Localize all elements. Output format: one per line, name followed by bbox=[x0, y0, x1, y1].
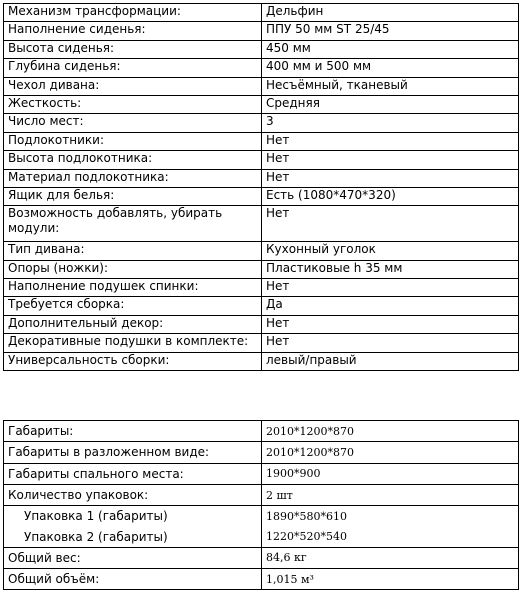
table-row bbox=[4, 547, 519, 568]
spec-label: Наполнение подушек спинки: bbox=[4, 279, 262, 297]
spec-value: Несъёмный, тканевый bbox=[262, 77, 519, 95]
specifications-table bbox=[3, 3, 519, 371]
spec-label: Подлокотники: bbox=[4, 132, 262, 150]
table-row bbox=[4, 506, 519, 527]
spec-value: Нет bbox=[262, 132, 519, 150]
dimension-label: Общий объём: bbox=[4, 569, 262, 590]
table-row bbox=[4, 442, 519, 463]
table-row bbox=[4, 206, 519, 242]
table-row bbox=[4, 187, 519, 205]
spec-value: Нет bbox=[262, 315, 519, 333]
dimension-label: Габариты спального места: bbox=[4, 463, 262, 484]
spec-value: 450 мм bbox=[262, 40, 519, 58]
dimension-label: Упаковка 2 (габариты) bbox=[4, 526, 262, 547]
table-row bbox=[4, 169, 519, 187]
table-row bbox=[4, 242, 519, 260]
table-row bbox=[4, 59, 519, 77]
table-row bbox=[4, 334, 519, 352]
dimension-value: 2010*1200*870 bbox=[262, 442, 519, 463]
spec-label: Жесткость: bbox=[4, 95, 262, 113]
table-row bbox=[4, 297, 519, 315]
dimension-value: 84,6 кг bbox=[262, 547, 519, 568]
dimension-value: 1890*580*610 bbox=[262, 506, 519, 527]
dimension-value: 2010*1200*870 bbox=[262, 421, 519, 442]
dimension-value: 2 шт bbox=[262, 484, 519, 505]
table-row bbox=[4, 151, 519, 169]
spec-label: Универсальность сборки: bbox=[4, 352, 262, 370]
spec-label: Декоративные подушки в комплекте: bbox=[4, 334, 262, 352]
table-row bbox=[4, 4, 519, 22]
table-row bbox=[4, 95, 519, 113]
table-row bbox=[4, 260, 519, 278]
table-row bbox=[4, 77, 519, 95]
spec-label: Чехол дивана: bbox=[4, 77, 262, 95]
spec-value: 400 мм и 500 мм bbox=[262, 59, 519, 77]
spec-value: Нет bbox=[262, 334, 519, 352]
dimension-label: Габариты в разложенном виде: bbox=[4, 442, 262, 463]
dimension-value: 1900*900 bbox=[262, 463, 519, 484]
table-row bbox=[4, 22, 519, 40]
spec-label: Высота подлокотника: bbox=[4, 151, 262, 169]
spec-value: Нет bbox=[262, 169, 519, 187]
spec-label: Возможность добавлять, убирать модули: bbox=[4, 206, 262, 242]
table-row bbox=[4, 279, 519, 297]
table-row bbox=[4, 315, 519, 333]
table-row bbox=[4, 132, 519, 150]
dimensions-table bbox=[3, 420, 519, 590]
spec-value: Нет bbox=[262, 151, 519, 169]
spec-label: Глубина сиденья: bbox=[4, 59, 262, 77]
spec-label: Число мест: bbox=[4, 114, 262, 132]
table-row bbox=[4, 463, 519, 484]
dimension-value: 1,015 м³ bbox=[262, 569, 519, 590]
spec-value: Пластиковые h 35 мм bbox=[262, 260, 519, 278]
spec-value: Дельфин bbox=[262, 4, 519, 22]
dimension-label: Упаковка 1 (габариты) bbox=[4, 506, 262, 527]
spec-label: Дополнительный декор: bbox=[4, 315, 262, 333]
spec-label: Требуется сборка: bbox=[4, 297, 262, 315]
spec-label: Механизм трансформации: bbox=[4, 4, 262, 22]
dimension-value: 1220*520*540 bbox=[262, 526, 519, 547]
table-row bbox=[4, 114, 519, 132]
spec-value: Кухонный уголок bbox=[262, 242, 519, 260]
spec-label: Опоры (ножки): bbox=[4, 260, 262, 278]
table-row bbox=[4, 526, 519, 547]
table-row bbox=[4, 40, 519, 58]
spec-value: Нет bbox=[262, 206, 519, 242]
spec-label: Высота сиденья: bbox=[4, 40, 262, 58]
spec-label: Тип дивана: bbox=[4, 242, 262, 260]
spec-value: левый/правый bbox=[262, 352, 519, 370]
spec-value: Средняя bbox=[262, 95, 519, 113]
table-row bbox=[4, 352, 519, 370]
spec-label: Ящик для белья: bbox=[4, 187, 262, 205]
dimension-label: Габариты: bbox=[4, 421, 262, 442]
table-row bbox=[4, 484, 519, 505]
table-row bbox=[4, 569, 519, 590]
spec-value: Нет bbox=[262, 279, 519, 297]
spec-label: Наполнение сиденья: bbox=[4, 22, 262, 40]
dimension-label: Общий вес: bbox=[4, 547, 262, 568]
spec-value: Да bbox=[262, 297, 519, 315]
spec-value: Есть (1080*470*320) bbox=[262, 187, 519, 205]
table-row bbox=[4, 421, 519, 442]
spec-value: ППУ 50 мм ST 25/45 bbox=[262, 22, 519, 40]
dimension-label: Количество упаковок: bbox=[4, 484, 262, 505]
spec-label: Материал подлокотника: bbox=[4, 169, 262, 187]
spec-value: 3 bbox=[262, 114, 519, 132]
